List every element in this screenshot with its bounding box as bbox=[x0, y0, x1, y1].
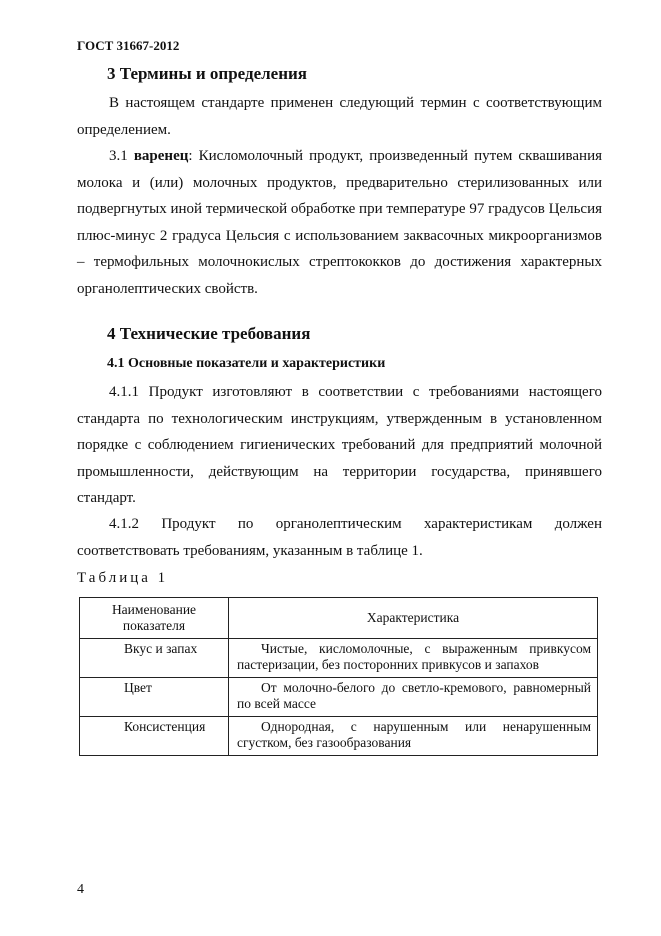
paragraph-4-1-2: 4.1.2 Продукт по органолептическим характеристикам должен соответствовать требованиям, указанным в таблице 1. bbox=[77, 516, 602, 559]
table-row bbox=[80, 678, 598, 717]
section-3-intro: В настоящем стандарте применен следующий термин с соответствующим определением. bbox=[77, 95, 602, 138]
term-name: варенец bbox=[133, 148, 189, 164]
table-row bbox=[80, 717, 598, 756]
row-name: Вкус и запах bbox=[80, 639, 229, 678]
page-number: 4 bbox=[77, 882, 84, 897]
row-value: Чистые, кисломолочные, с выраженным привкусом пастеризации, без посторонних привкусов и запахов bbox=[229, 639, 598, 678]
column-header-value: Характеристика bbox=[229, 598, 598, 639]
row-name: Цвет bbox=[80, 678, 229, 717]
section-4-heading: 4 Технические требования bbox=[107, 324, 311, 343]
row-value: От молочно-белого до светло-кремового, равномерный по всей массе bbox=[229, 678, 598, 717]
term-definition: : Кисломолочный продукт, произведенный путем сквашивания молока и (или) молочных продуктов, предварительно стерилизованных или подвергнутых иной термической обработке при температуре 97 градусов Цельсия плюс-минус 2 градуса Цельсия с использованием заквасочных микроорганизмов – термофильных молочнокислых стрептококков до достижения характерных органолептических свойств. bbox=[77, 148, 602, 297]
column-header-name: Наименование показателя bbox=[80, 598, 229, 639]
term-number: 3.1 bbox=[109, 148, 128, 164]
table-header-row bbox=[80, 598, 598, 639]
table-caption: Таблица 1 bbox=[77, 570, 169, 586]
table-row bbox=[80, 639, 598, 678]
subsection-4-1-heading: 4.1 Основные показатели и характеристики bbox=[107, 356, 386, 371]
row-name: Консистенция bbox=[80, 717, 229, 756]
section-3-heading: 3 Термины и определения bbox=[107, 64, 308, 83]
paragraph-4-1-1: 4.1.1 Продукт изготовляют в соответствии с требованиями настоящего стандарта по технологическим инструкциям, утвержденным в установленном порядке с соблюдением гигиенических требований для предприятий молочной промышленности, действующим на территории государства, принявшего стандарт. bbox=[77, 384, 602, 506]
characteristics-table bbox=[79, 597, 598, 756]
document-code: ГОСТ 31667-2012 bbox=[77, 38, 180, 53]
row-value: Однородная, с нарушенным или ненарушенным сгустком, без газообразования bbox=[229, 717, 598, 756]
term-definition-paragraph bbox=[77, 143, 602, 302]
